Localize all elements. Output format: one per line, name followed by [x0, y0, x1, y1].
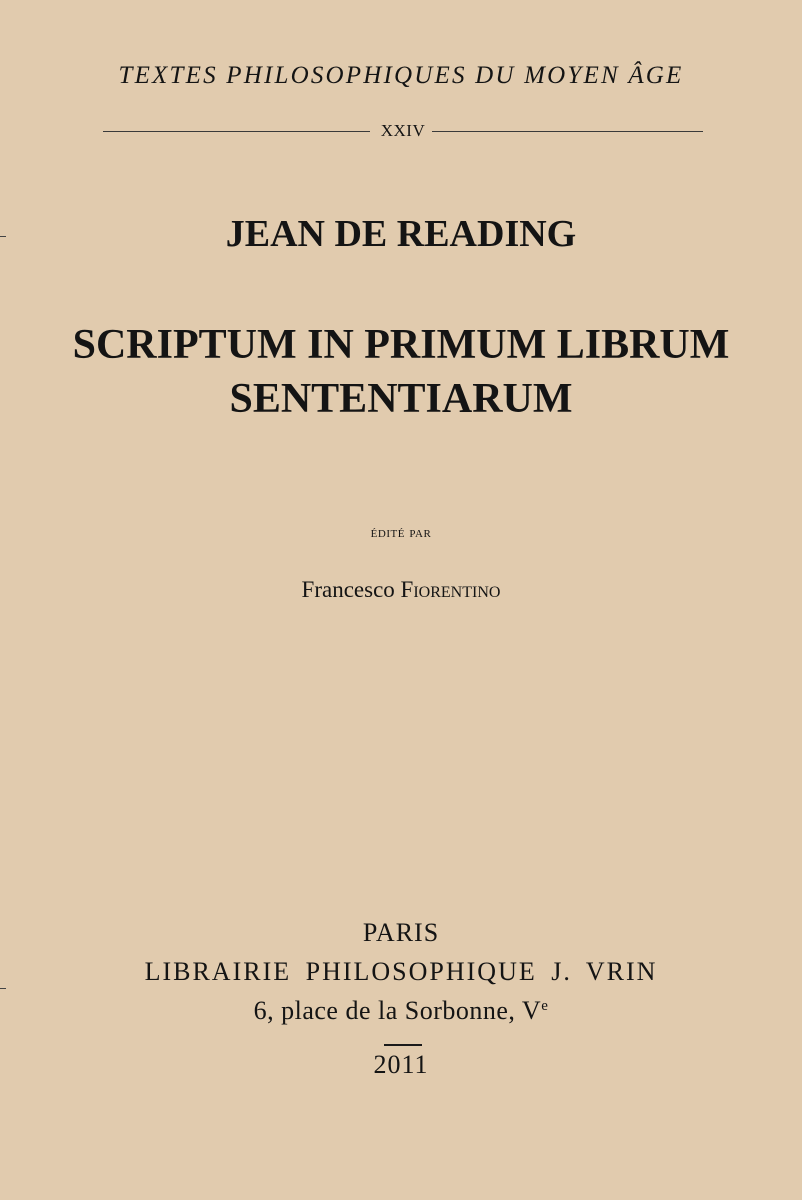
- imprint-address: [0, 996, 802, 1026]
- margin-tick-mark: [0, 988, 6, 989]
- book-title-line-1: SCRIPTUM IN PRIMUM LIBRUM: [72, 322, 730, 368]
- editor-last-name: Fiorentino: [400, 577, 501, 602]
- book-title-line-2: SENTENTIARUM: [229, 376, 573, 422]
- editor-name: [0, 577, 802, 603]
- author-name: JEAN DE READING: [225, 213, 577, 255]
- series-title: TEXTES PHILOSOPHIQUES DU MOYEN ÂGE: [118, 62, 684, 89]
- address-text: 6, place de la Sorbonne, V: [253, 996, 542, 1025]
- edited-by-label: édité par: [370, 524, 432, 541]
- imprint-short-rule: [384, 1044, 422, 1046]
- address-superscript: e: [541, 998, 549, 1014]
- imprint-city: PARIS: [362, 918, 440, 947]
- imprint-year: 2011: [373, 1050, 429, 1079]
- volume-number: XXIV: [380, 121, 426, 140]
- rule-right: [432, 131, 703, 132]
- editor-first-name: Francesco: [301, 577, 401, 602]
- imprint-publisher: LIBRAIRIE PHILOSOPHIQUE J. VRIN: [144, 957, 658, 986]
- series-rule-row: [103, 120, 703, 142]
- book-title: [0, 318, 802, 426]
